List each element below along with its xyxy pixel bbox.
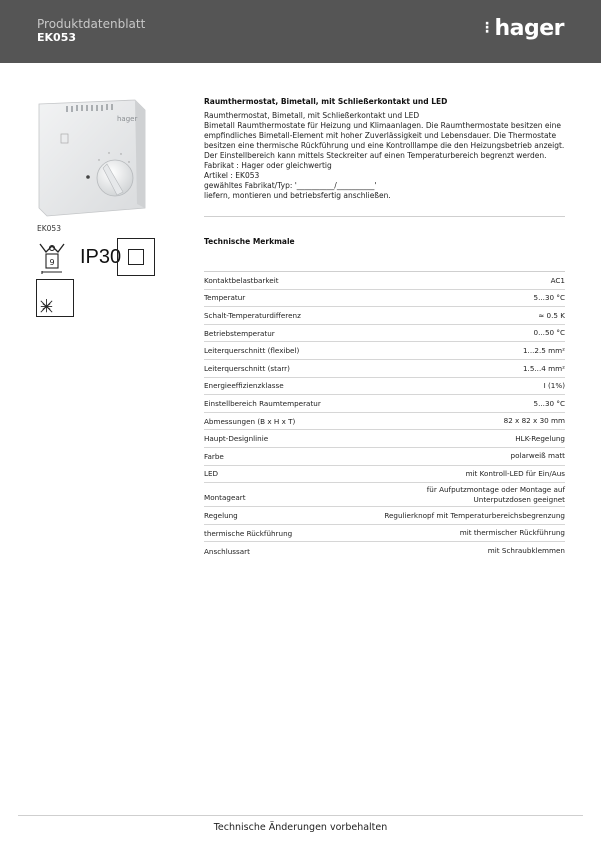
spec-label: Leiterquerschnitt (flexibel) (204, 346, 300, 356)
table-row (204, 307, 565, 325)
spec-label: Abmessungen (B x H x T) (204, 416, 296, 426)
spec-label: Farbe (204, 451, 224, 461)
spec-value: 1.5...4 mm² (522, 363, 565, 373)
table-row (204, 325, 565, 343)
description-line: Raumthermostat, Bimetall, mit Schließerkontakt und LED (204, 111, 420, 120)
table-row (204, 525, 565, 543)
product-title: Raumthermostat, Bimetall, mit Schließerkontakt und LED (204, 97, 448, 106)
spec-value: I (1%) (543, 381, 565, 391)
table-row (204, 272, 565, 290)
table-row (204, 448, 565, 466)
description-line: Der Einstellbereich kann mittels Steckreiter auf einen Temperaturbereich begrenzt werden. (204, 151, 547, 160)
image-caption: EK053 (37, 224, 61, 233)
spec-label: thermische Rückführung (204, 528, 293, 538)
table-row (204, 542, 565, 560)
document-type: Produktdatenblatt (37, 17, 146, 31)
specs-title: Technische Merkmale (204, 237, 295, 246)
table-row (204, 342, 565, 360)
description-line: Artikel : EK053 (204, 171, 260, 180)
description-line: empfindliches Bimetall-Element mit hoher Zuverlässigkeit und Lebensdauer. Die Thermostate (204, 131, 557, 140)
spec-value-line: für Aufputzmontage oder Montage auf (426, 485, 565, 495)
description-line: Bimetall Raumthermostate für Heizung und Klimaanlagen. Die Raumthermostate besitzen eine (204, 121, 561, 130)
logo-text: hager (494, 16, 564, 41)
table-row (204, 395, 565, 413)
spec-value: ≈ 0.5 K (538, 310, 565, 320)
logo-dots-icon: ⋮ (479, 20, 494, 36)
specs-table (204, 271, 565, 560)
table-row (204, 413, 565, 431)
spec-label: Montageart (204, 493, 246, 503)
spec-label: LED (204, 469, 219, 479)
spec-label: Energieeffizienzklasse (204, 381, 284, 391)
spec-value: 82 x 82 x 30 mm (503, 416, 565, 426)
spec-value-line: Unterputzdosen geeignet (473, 494, 565, 504)
spec-value: 0...50 °C (533, 328, 565, 338)
spec-value: AC1 (550, 275, 565, 285)
device-brand-mark: hager (117, 115, 138, 123)
spec-value: 5...30 °C (533, 398, 565, 408)
table-row (204, 378, 565, 396)
ip-rating: IP30 (80, 246, 122, 268)
table-row (204, 507, 565, 525)
product-description (204, 97, 565, 201)
divider (204, 216, 565, 217)
table-row (204, 483, 565, 507)
description-text (204, 111, 565, 201)
header-bar (0, 0, 601, 63)
spec-value: 1...2.5 mm² (522, 345, 565, 355)
spec-label: Kontaktbelastbarkeit (204, 275, 279, 285)
spec-value: 5...30 °C (533, 293, 565, 303)
table-row (204, 430, 565, 448)
fuse-protection-icon (36, 238, 76, 276)
spec-label: Leiterquerschnitt (starr) (204, 363, 290, 373)
table-row (204, 360, 565, 378)
spec-value: mit thermischer Rückführung (459, 528, 565, 538)
footer-note: Technische Änderungen vorbehalten (213, 822, 388, 833)
description-line: liefern, montieren und betriebsfertig anschließen. (204, 191, 391, 200)
footer-divider (18, 815, 583, 816)
spec-label: Betriebstemperatur (204, 328, 275, 338)
spec-label: Schalt-Temperaturdifferenz (204, 310, 301, 320)
spec-value (427, 485, 565, 504)
fuse-glyph: 9 (49, 258, 55, 267)
hager-logo (480, 16, 564, 41)
description-line: Fabrikat : Hager oder gleichwertig (204, 161, 332, 170)
spec-label: Einstellbereich Raumtemperatur (204, 398, 321, 408)
table-row (204, 290, 565, 308)
spec-label: Regelung (204, 510, 238, 520)
document-code: EK053 (37, 31, 76, 44)
description-line: besitzen eine thermische Rückführung und eine Kontrolllampe die den Heizungsbetrieb anzeigt. (204, 141, 565, 150)
table-row (204, 466, 565, 484)
spec-value: mit Schraubklemmen (487, 546, 565, 556)
spec-value: HLK-Regelung (515, 433, 565, 443)
product-image (37, 98, 147, 218)
spec-value: mit Kontroll-LED für Ein/Aus (465, 469, 565, 479)
description-line: gewähltes Fabrikat/Typ: '__________/__________' (204, 181, 377, 190)
spec-label: Temperatur (204, 293, 246, 303)
spec-value: Regulierknopf mit Temperaturbereichsbegrenzung (384, 510, 565, 520)
spec-value: polarweiß matt (510, 451, 565, 461)
led-indicator-icon (36, 279, 74, 317)
spec-label: Anschlussart (204, 546, 250, 556)
protection-class-ii-icon (117, 238, 155, 276)
spec-label: Haupt-Designlinie (204, 434, 269, 444)
